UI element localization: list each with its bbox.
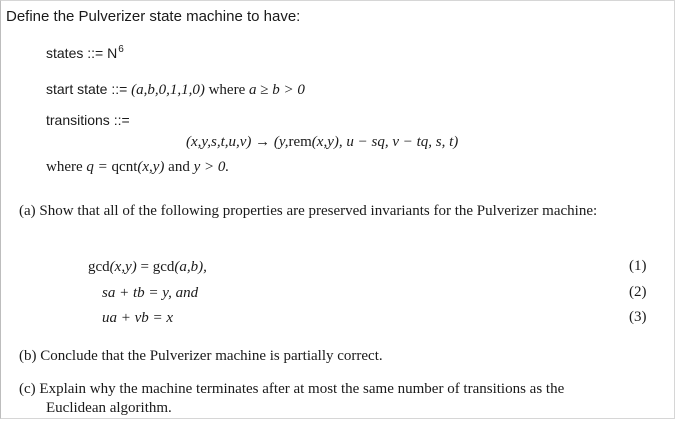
equation-2: sa + tb = y, and <box>102 285 199 301</box>
part-b <box>19 347 383 365</box>
start-state-line <box>46 80 305 99</box>
eq1-rhs-args: (a,b), <box>174 259 207 275</box>
transition-rhs-args: (x,y), <box>311 134 343 150</box>
part-b-label: (b) <box>19 348 37 364</box>
equation-3-number: (3) <box>629 309 647 325</box>
states-label: states ::= <box>46 45 104 61</box>
states-exponent: 6 <box>118 44 124 55</box>
start-state-label: start state ::= <box>46 81 128 97</box>
where-args: (x,y) <box>137 159 165 175</box>
equation-2-number: (2) <box>629 284 647 300</box>
states-line <box>46 44 124 65</box>
part-c-text-line1: Explain why the machine terminates after at most the same number of transitions as the <box>39 381 565 397</box>
eq1-lhs-args: (x,y) <box>109 259 137 275</box>
intro-text: Define the Pulverizer state machine to have: <box>6 8 301 25</box>
part-c-label: (c) <box>19 381 36 397</box>
equation-1 <box>88 258 207 276</box>
part-a-label: (a) <box>19 203 36 219</box>
where-qcnt: qcnt <box>111 159 138 175</box>
part-a <box>19 202 597 220</box>
start-state-where: where <box>208 82 246 98</box>
transition-rhs-open: (y, <box>273 134 289 150</box>
transitions-label: transitions ::= <box>46 112 130 128</box>
part-a-text: Show that all of the following properties are preserved invariants for the Pulverizer machine: <box>39 203 598 219</box>
transition-arrow: → <box>255 134 271 150</box>
eq1-rhs-fn: gcd <box>152 259 175 275</box>
eq1-equals: = <box>136 259 153 275</box>
transition-rule <box>186 133 458 151</box>
where-word: where <box>46 159 83 175</box>
transition-rhs-rest: u − sq, v − tq, s, t) <box>346 134 459 150</box>
part-c <box>19 380 564 398</box>
eq1-lhs-fn: gcd <box>88 259 110 275</box>
equation-1-number: (1) <box>629 258 647 274</box>
start-state-tuple: (a,b,0,1,1,0) <box>131 82 205 98</box>
where-cond: y > 0. <box>193 159 230 175</box>
where-q: q = <box>86 159 112 175</box>
where-line <box>46 158 229 176</box>
equation-3: ua + vb = x <box>102 310 174 326</box>
states-set: N <box>107 45 118 61</box>
start-state-condition: a ≥ b > 0 <box>248 82 305 98</box>
part-c-text-line2: Euclidean algorithm. <box>46 400 172 416</box>
transition-lhs: (x,y,s,t,u,v) <box>186 134 252 150</box>
transition-rem: rem <box>288 134 312 150</box>
part-b-text: Conclude that the Pulverizer machine is partially correct. <box>40 348 383 364</box>
where-and: and <box>164 159 194 175</box>
